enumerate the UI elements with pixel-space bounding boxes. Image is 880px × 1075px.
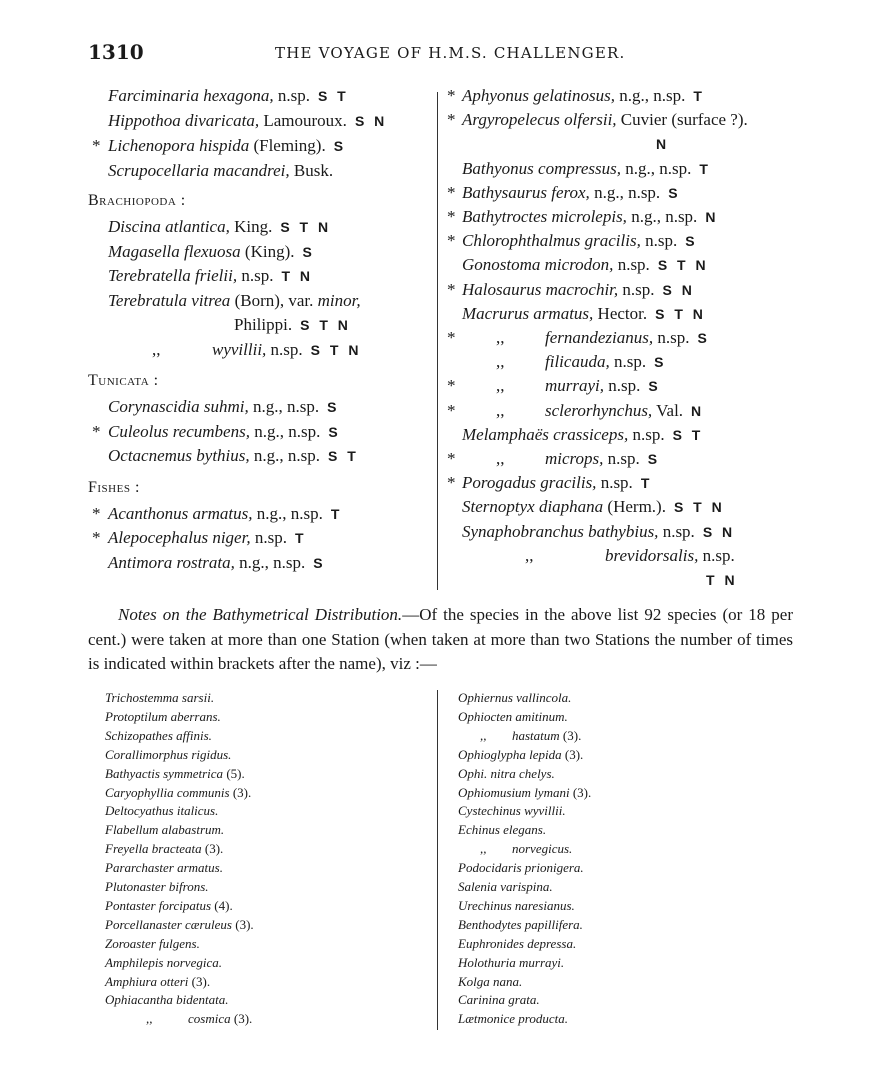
species-entry [545,401,704,421]
species-name: Ophiomusium lymani [458,784,570,800]
species-name: Carinina grata. [458,992,540,1008]
ditto-mark: ,, [496,400,505,420]
species-list-item [105,860,223,876]
station-codes: S T N [310,341,362,358]
species-authority: n.sp. [250,528,287,547]
species-list-item [458,992,540,1008]
variety-name: minor, [317,290,361,310]
species-entry [605,546,735,566]
species-name: Farciminaria hexagona, [108,86,274,105]
station-codes: S [302,243,315,260]
species-name: Terebratula vitrea [108,290,231,310]
species-name: Corynascidia suhmi, [108,397,249,416]
species-authority: n.g., n.sp. [234,552,306,572]
species-name: Porogadus gracilis, [462,473,597,493]
species-authority: n.sp. [653,328,690,347]
species-name: sclerorhynchus, [545,400,653,420]
asterisk-mark: * [92,421,101,441]
species-name: Podocidaris prionigera. [458,860,584,876]
station-codes: S [327,399,340,415]
species-name: murrayi, [545,376,605,396]
station-codes: S N [702,523,736,540]
species-name: Porcellanaster cæruleus [105,916,232,932]
station-codes: S [685,233,698,250]
species-name: Halosaurus macrochir, [462,279,619,299]
species-name: hastatum [512,727,560,743]
species-list-item [105,936,200,952]
species-entry [545,352,666,372]
species-name: Lætmonice producta. [458,1011,569,1027]
species-authority: n.sp. [609,352,647,372]
station-codes: S T [317,88,349,104]
species-list-item [458,860,584,876]
species-authority: n.g., n.sp. [248,397,320,416]
occurrence-count: (4). [211,897,233,913]
species-authority: n.g., n.sp. [620,158,692,178]
asterisk-mark: * [447,182,456,202]
species-authority: n.sp. [604,376,641,396]
species-list-item [105,785,251,801]
species-authority: n.g., n.sp. [615,86,686,105]
species-entry [108,111,387,131]
species-name: cosmica [188,1011,231,1027]
occurrence-count: (3). [231,916,254,932]
station-codes: S T N [655,305,706,322]
species-entry [545,449,660,469]
species-name: Urechinus naresianus. [458,897,575,913]
species-name: Macrurus armatus, [462,303,594,323]
species-name: Hippothoa divaricata, [108,111,260,130]
species-name: Acanthonus armatus, [108,503,253,523]
species-name: filicauda, [545,352,610,372]
species-name: Ophioglypha lepida [458,746,562,762]
species-name: Terebratella frielii, [108,266,238,285]
ditto-mark: ,, [480,727,487,743]
station-codes: S [668,184,681,201]
species-entry [462,280,695,300]
species-name: Discina atlantica, [108,217,230,236]
species-entry [462,497,725,517]
species-name: Sternoptyx diaphana [462,497,604,517]
species-authority: n.sp. [640,231,678,251]
occurrence-count: (3). [188,973,211,989]
station-codes: S N [662,281,695,298]
species-name: Ophiernus vallincola. [458,690,572,705]
ditto-mark: ,, [146,1011,153,1027]
species-entry [108,161,333,181]
asterisk-mark: * [92,528,101,547]
species-authority: n.sp. [237,266,274,285]
species-authority: Val. [652,400,684,420]
station-codes: N [691,402,705,419]
species-list-item [458,974,522,990]
species-entry [545,376,661,396]
species-entry [234,315,351,335]
page-number: 1310 [88,40,144,64]
species-entry [108,446,359,466]
species-authority: n.g., n.sp. [252,503,323,523]
asterisk-mark: * [92,136,101,155]
species-list-item [105,955,222,971]
station-codes: T [640,475,653,492]
running-title: THE VOYAGE OF H.M.S. CHALLENGER. [275,44,626,62]
species-name: Chlorophthalmus gracilis, [462,231,641,251]
species-name: Echinus elegans. [458,822,547,838]
station-codes: S N [354,113,388,129]
station-codes: S T N [657,257,709,274]
species-entry [108,266,313,286]
ditto-mark: ,, [496,352,505,372]
ditto-mark: ,, [496,328,505,347]
occurrence-count: (5). [223,765,245,781]
species-authority: Cuvier (surface ?). [616,110,748,130]
occurrence-count: (3). [561,746,584,762]
species-authority: n.g., n.sp. [626,207,698,226]
species-name: Kolga nana. [458,973,523,989]
species-authority: n.sp. [628,424,665,444]
species-entry [462,522,735,542]
species-list-item [105,898,233,914]
species-name: Bathytroctes microlepis, [462,207,627,226]
species-entry [462,183,681,203]
species-entry [462,159,711,179]
species-list-item [512,728,581,744]
station-codes: S [647,451,661,467]
ditto-mark: ,, [496,376,505,396]
notes-text: —Of the species in the above list 92 species (or 18 per cent.) were taken at more than one Station (when taken at more than two Stations the number of times is indicated within brackets after the name), viz :— [88,605,793,673]
species-name: Corallimorphus rigidus. [105,746,232,762]
station-codes: T N [281,268,314,284]
species-name: Salenia varispina. [458,879,553,894]
species-list-item [105,709,221,725]
species-name: Lichenopora hispida [108,136,250,155]
species-authority: n.sp. [658,521,695,541]
asterisk-mark: * [447,207,456,226]
species-list-item [458,936,576,952]
station-codes: S T [328,448,359,464]
species-name: norvegicus. [512,841,573,857]
species-name: Alepocephalus niger, [108,528,251,547]
column-divider-top [437,92,438,590]
species-list-item [458,803,566,819]
species-list-item [105,917,254,933]
occurrence-count: (3). [229,784,252,800]
species-list-item [105,822,224,838]
asterisk-mark: * [447,328,456,347]
species-authority: King. [229,217,273,236]
species-list-item [458,1011,568,1027]
species-list-item [105,728,212,744]
species-name: fernandezianus, [545,328,654,347]
species-authority: n.sp. [596,473,633,493]
station-codes: S [333,138,347,154]
species-list-item [458,766,555,782]
section-heading-brachiopoda: Brachiopoda : [88,192,186,209]
species-name: Zoroaster fulgens. [105,935,200,951]
species-name: Gonostoma microdon, [462,255,614,275]
species-authority: Busk. [289,161,334,180]
asterisk-mark: * [447,376,456,396]
asterisk-mark: * [447,86,456,105]
section-heading-tunicata: Tunicata : [88,372,159,389]
species-name: Trichostemma sarsii. [105,690,215,705]
species-name: Scrupocellaria macandrei, [108,161,290,180]
station-codes: S T N [300,317,351,333]
station-codes: S [648,378,661,395]
species-name: Antimora rostrata, [108,552,235,572]
station-codes: T [693,88,705,104]
species-entry [108,553,326,573]
species-name: Deltocyathus italicus. [105,803,219,819]
occurrence-count: (3). [569,784,592,800]
occurrence-count: (3). [559,727,582,743]
species-authority: n.sp. [603,449,640,468]
species-name: Flabellum alabastrum. [105,822,225,838]
station-codes-continued [698,570,738,590]
species-list-item [105,747,231,763]
species-list-item [188,1011,252,1027]
species-name: Bathyactis symmetrica [105,765,224,781]
species-name: Octacnemus bythius, [108,446,250,465]
station-codes: S [313,554,326,571]
asterisk-mark: * [447,231,456,251]
species-name: Synaphobranchus bathybius, [462,521,659,541]
species-list-item [458,955,564,971]
station-codes-continued [648,134,669,154]
species-entry [462,231,698,251]
species-list-item [458,747,583,763]
species-entry [108,217,331,237]
ditto-mark: ,, [152,339,161,359]
species-name: Freyella bracteata [105,841,202,857]
species-entry [462,304,706,324]
species-name: Schizopathes affinis. [105,727,212,743]
species-entry [108,136,346,156]
column-divider-bottom [437,690,438,1030]
species-authority: n.g., n.sp. [249,421,321,441]
species-entry [108,422,341,442]
species-authority: n.g., n.sp. [249,446,321,465]
species-name: Pararchaster armatus. [105,860,223,876]
species-entry [462,110,748,130]
species-list-item [105,992,229,1008]
species-authority: n.g., n.sp. [589,182,661,202]
station-codes: T [330,505,343,522]
occurrence-count: (3). [201,841,224,857]
species-list-item [458,879,553,895]
species-list-item [105,766,245,782]
species-list-item [458,898,575,914]
station-codes: T N [706,572,738,588]
species-name: Melamphaës crassiceps, [462,424,629,444]
species-authority: (Herm.). [603,497,666,517]
species-list-item [458,917,583,933]
ditto-mark: ,, [496,449,505,468]
species-authority: Philippi. [234,315,293,334]
page-header [0,40,880,70]
species-list-item [458,690,571,706]
species-entry [462,425,703,445]
species-authority: Hector. [593,303,648,323]
ditto-mark: ,, [525,545,534,565]
species-name: microps, [545,449,604,468]
station-codes: S T [672,426,704,443]
species-list-item [512,841,572,857]
species-name: Ophiocten amitinum. [458,708,568,724]
asterisk-mark: * [92,503,101,523]
section-heading-fishes: Fishes : [88,478,140,496]
species-entry [545,328,710,348]
species-entry [462,207,718,227]
species-authority: n.sp. [618,279,655,299]
species-name: Bathyonus compressus, [462,158,621,178]
species-entry [108,86,349,106]
species-authority: Lamouroux. [259,111,347,130]
species-name: Bathysaurus ferox, [462,182,590,202]
species-entry [108,291,361,311]
species-name: Culeolus recumbens, [108,421,250,441]
station-codes: N [656,136,670,153]
station-codes: T [294,530,307,546]
species-name: wyvillii, [212,339,267,359]
species-list-item [105,841,223,857]
station-codes: S [697,330,710,346]
species-name: Ophiacantha bidentata. [105,992,229,1008]
station-codes: S T N [673,499,725,516]
species-name: Amphiura otteri [105,973,189,989]
species-name: Caryophyllia communis [105,784,230,800]
species-authority: (Born), var. [230,290,318,310]
asterisk-mark: * [447,110,456,130]
species-name: Cystechinus wyvillii. [458,803,566,819]
species-authority: n.sp. [613,255,650,275]
species-authority: (Fleming). [249,136,326,155]
species-list-item [458,785,591,801]
station-codes: T [699,160,711,177]
species-list-item [105,690,214,706]
species-list-item [105,879,209,895]
species-entry [108,397,339,417]
species-authority: n.sp. [698,545,735,565]
species-name: Aphyonus gelatinosus, [462,86,615,105]
bathymetrical-notes [88,603,793,677]
station-codes: S T N [280,219,332,235]
species-name: Argyropelecus olfersii, [462,110,617,130]
ditto-mark: ,, [480,841,487,857]
species-name: Magasella flexuosa [108,241,241,261]
species-entry [212,340,361,360]
species-name: Protoptilum aberrans. [105,708,221,724]
species-authority: n.sp. [266,339,303,359]
asterisk-mark: * [447,279,456,299]
species-name: Holothuria murrayi. [458,954,565,970]
species-name: Euphronides depressa. [458,935,577,951]
species-name: Plutonaster bifrons. [105,879,209,894]
species-entry [108,528,307,548]
species-authority: (King). [240,241,295,261]
station-codes: S [654,354,667,371]
species-authority: n.sp. [273,86,310,105]
species-name: Benthodytes papillifera. [458,916,583,932]
occurrence-count: (3). [230,1011,253,1027]
species-entry [108,242,315,262]
species-name: Pontaster forcipatus [105,897,212,913]
asterisk-mark: * [447,400,456,420]
station-codes: S [328,423,341,440]
asterisk-mark: * [447,473,456,493]
species-entry [108,504,342,524]
species-entry [462,255,709,275]
species-list-item [458,822,546,838]
species-name: Ophi. nitra chelys. [458,765,555,781]
species-name: Amphilepis norvegica. [105,954,222,970]
species-entry [462,473,652,493]
asterisk-mark: * [447,449,456,468]
species-list-item [105,974,210,990]
station-codes: N [705,209,719,225]
species-list-item [458,709,568,725]
species-list-item [105,803,218,819]
notes-heading: Notes on the Bathymetrical Distribution. [118,605,403,624]
species-entry [462,86,705,106]
species-name: brevidorsalis, [605,545,699,565]
